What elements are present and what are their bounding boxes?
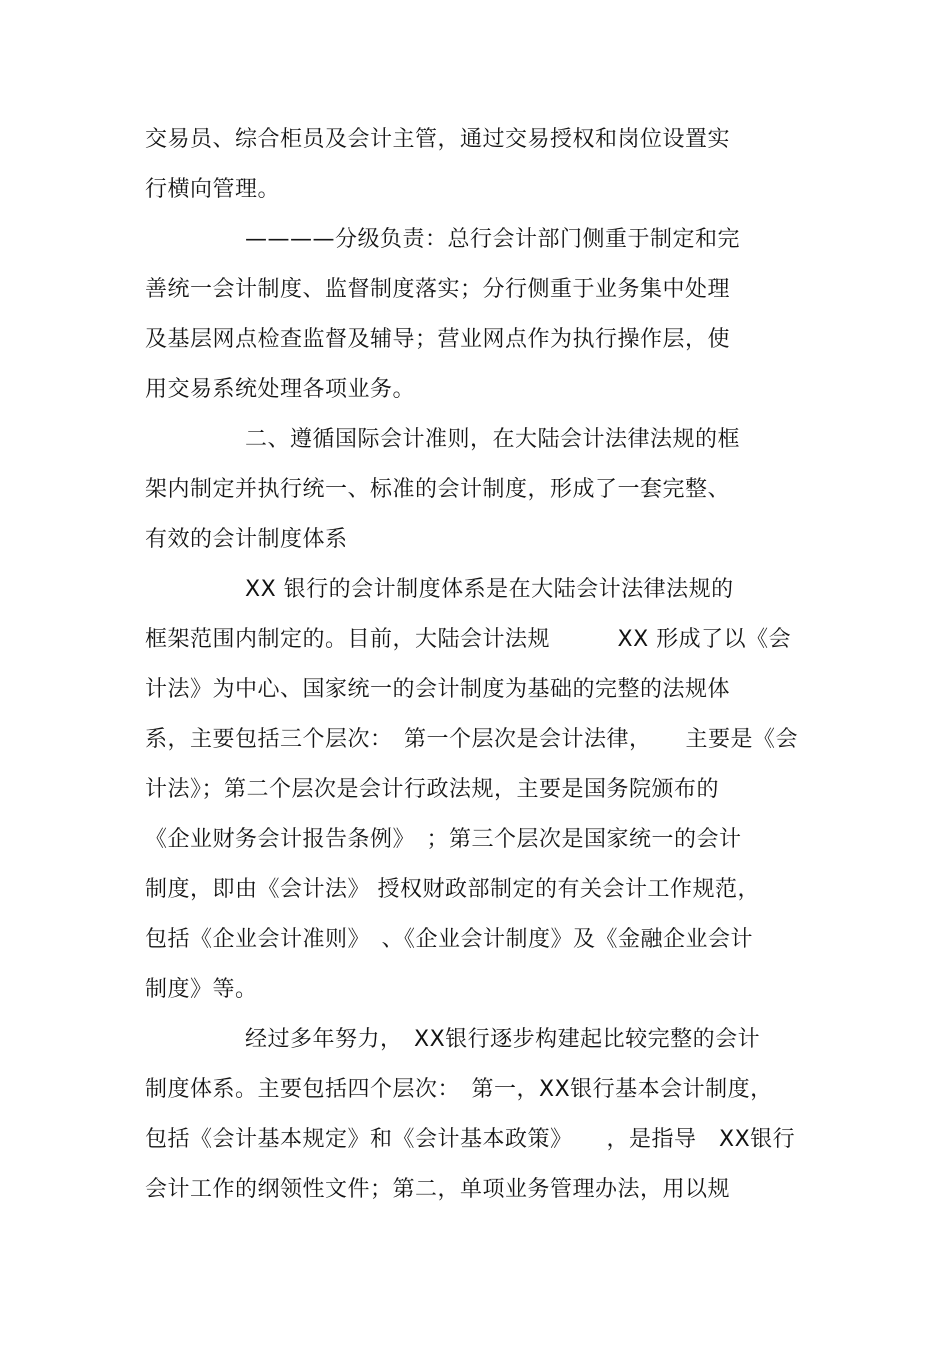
text-line: 系，主要包括三个层次： 第一个层次是会计法律， 主要是《会	[145, 727, 799, 752]
text-line: 架内制定并执行统一、标准的会计制度，形成了一套完整、	[145, 477, 731, 502]
text-line: 及基层网点检查监督及辅导；营业网点作为执行操作层，使	[145, 327, 731, 352]
text-line: 计法》为中心、国家统一的会计制度为基础的完整的法规体	[145, 677, 731, 702]
text-line: 《企业财务会计报告条例》 ；第三个层次是国家统一的会计	[145, 827, 742, 852]
text-line: 制度体系。主要包括四个层次： 第一，XX银行基本会计制度，	[145, 1077, 773, 1102]
text-line: 经过多年努力， XX银行逐步构建起比较完整的会计	[245, 1027, 761, 1052]
text-line: 包括《会计基本规定》和《会计基本政策》 ，是指导 XX银行	[145, 1127, 796, 1152]
text-line: 包括《企业会计准则》 、《企业会计制度》及《金融企业会计	[145, 927, 754, 952]
text-line: 有效的会计制度体系	[145, 527, 348, 552]
text-line: 计法》；第二个层次是会计行政法规，主要是国务院颁布的	[145, 777, 720, 802]
text-line: 制度》等。	[145, 977, 258, 1002]
text-line: 制度，即由《会计法》 授权财政部制定的有关会计工作规范，	[145, 877, 760, 902]
text-line: XX 银行的会计制度体系是在大陆会计法律法规的	[245, 577, 734, 602]
text-line: 二、遵循国际会计准则，在大陆会计法律法规的框	[245, 427, 741, 452]
text-line: 框架范围内制定的。目前，大陆会计法规 XX 形成了以《会	[145, 627, 792, 652]
text-line: 会计工作的纲领性文件；第二，单项业务管理办法，用以规	[145, 1177, 731, 1202]
text-line: 行横向管理。	[145, 177, 281, 202]
text-line: ————分级负责：总行会计部门侧重于制定和完	[245, 227, 741, 252]
text-line: 善统一会计制度、监督制度落实；分行侧重于业务集中处理	[145, 277, 731, 302]
text-line: 用交易系统处理各项业务。	[145, 377, 416, 402]
text-line: 交易员、综合柜员及会计主管，通过交易授权和岗位设置实	[145, 127, 731, 152]
